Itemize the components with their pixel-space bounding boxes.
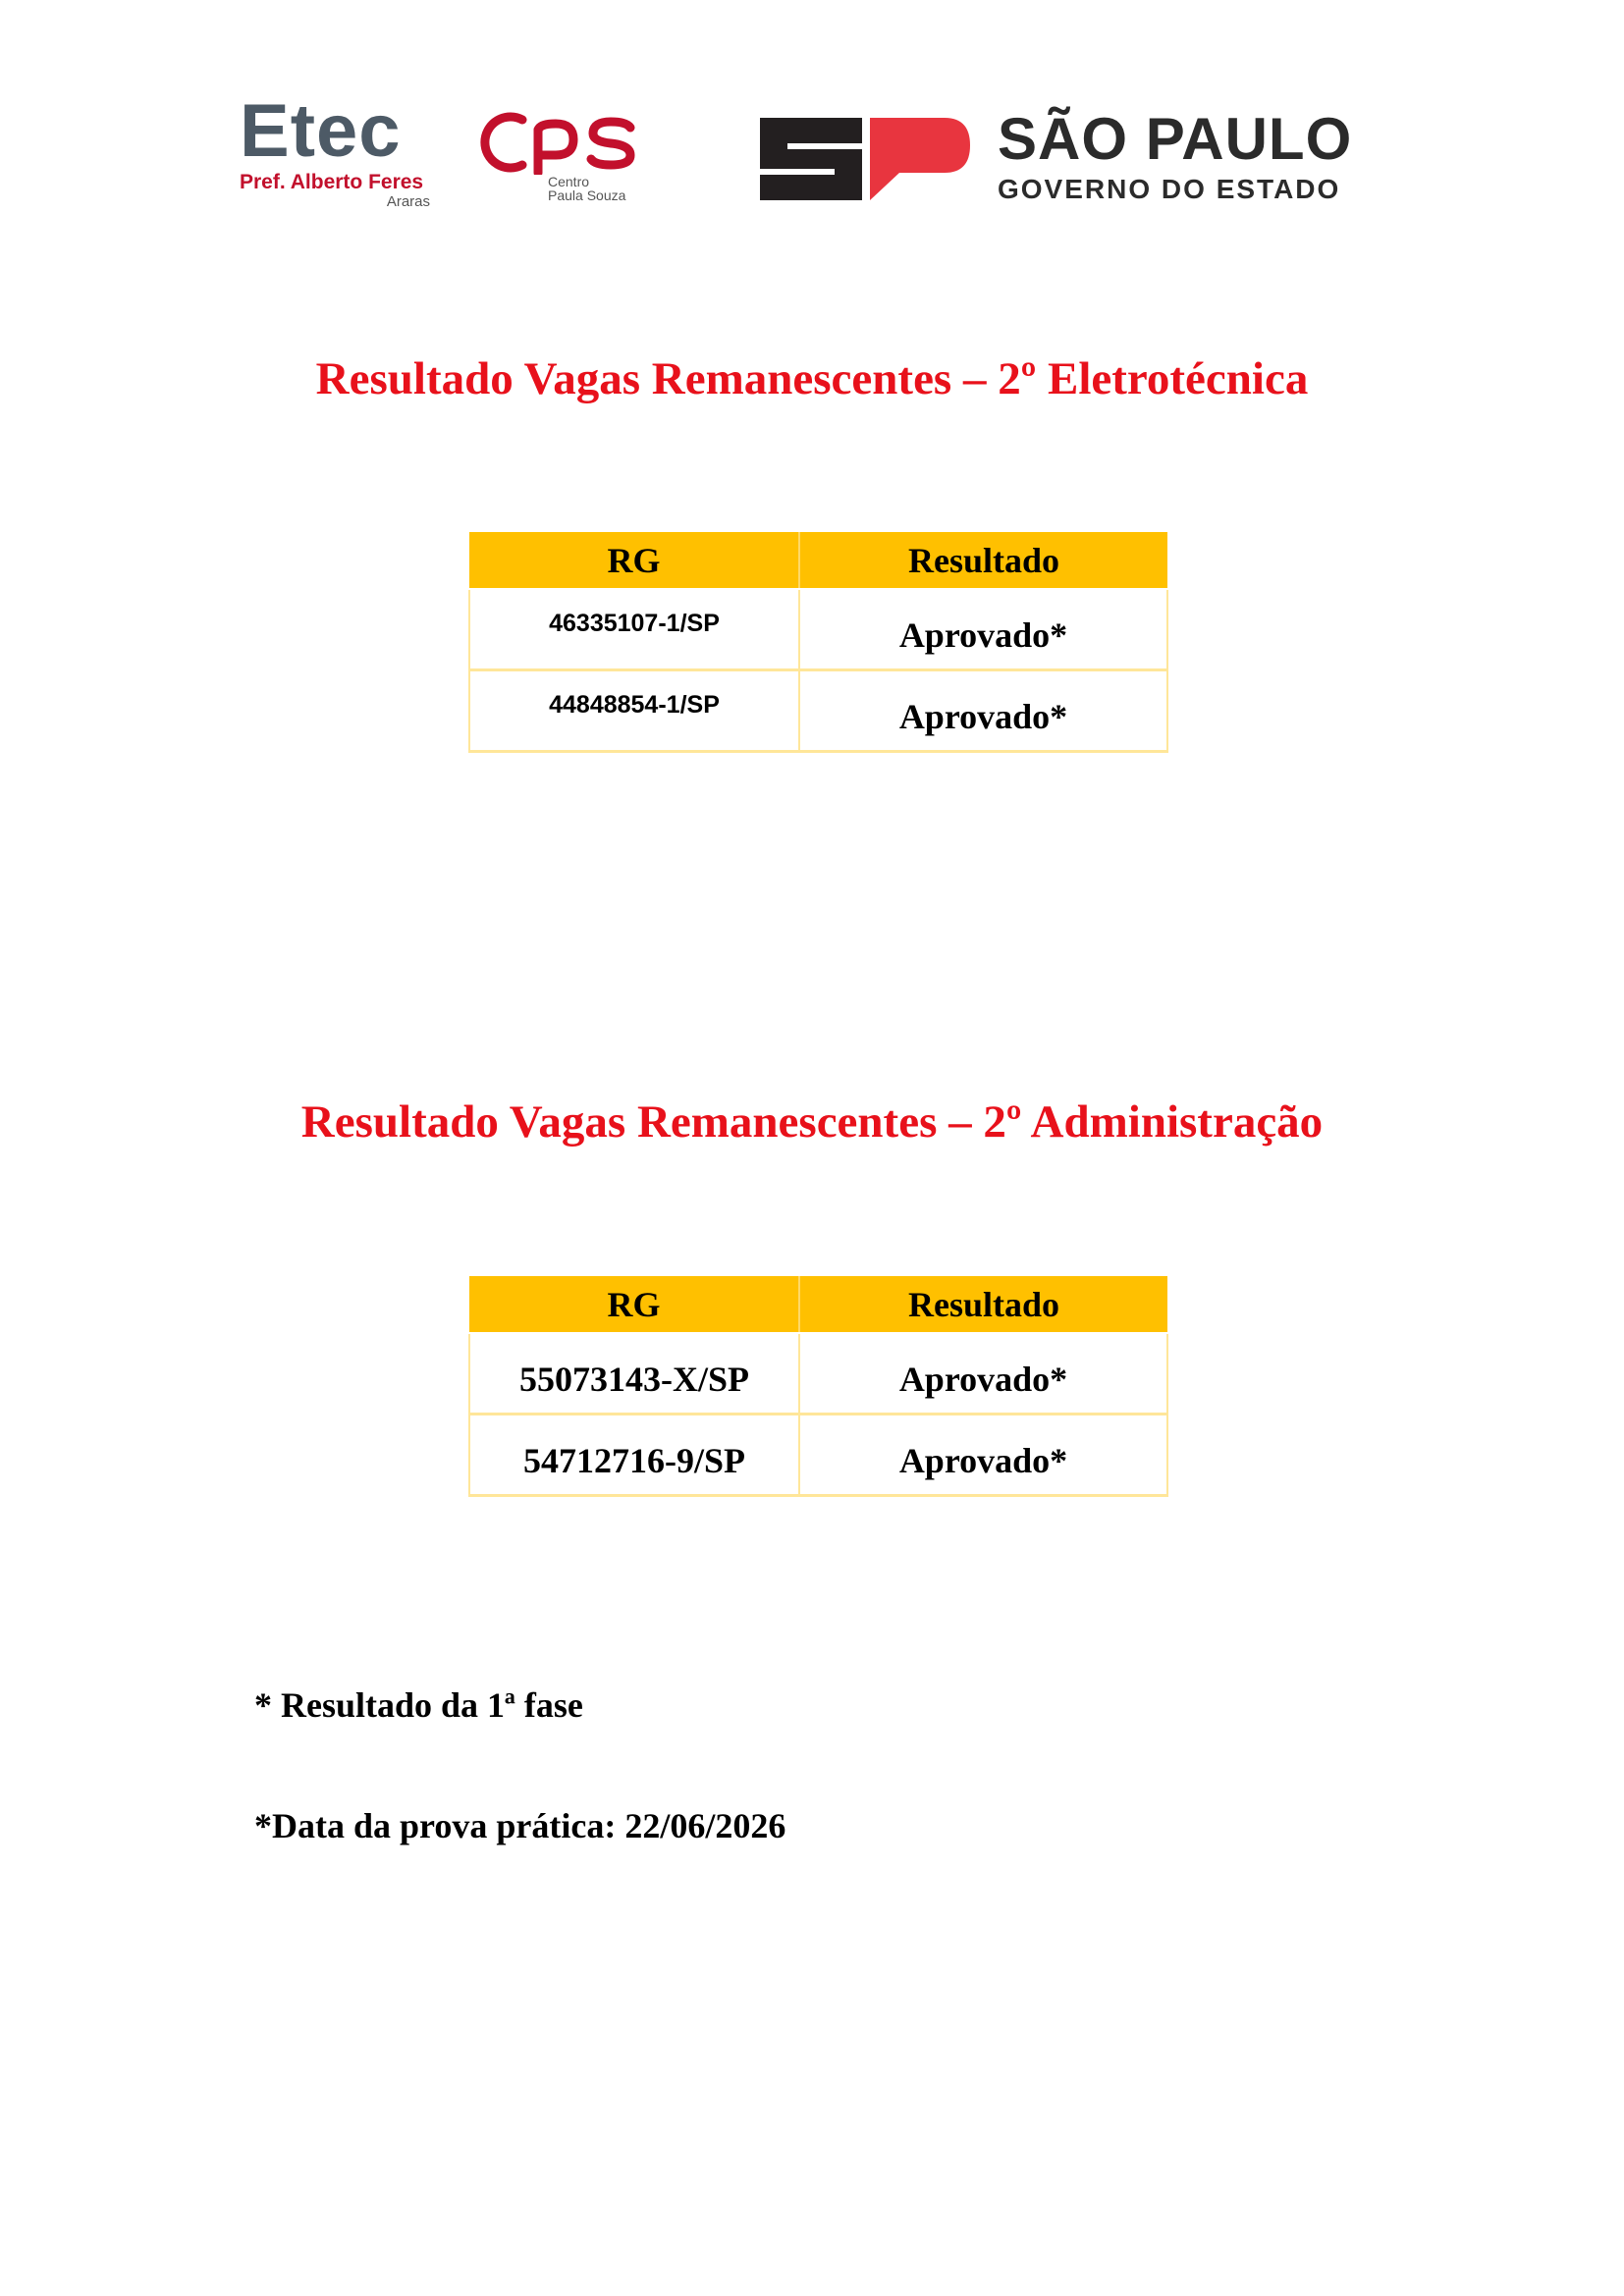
section-title-administracao: Resultado Vagas Remanescentes – 2º Administração [300,1096,1324,1148]
table-row [469,1333,1167,1415]
result-value: Aprovado* [898,1441,1068,1480]
section-title-eletrotecnica: Resultado Vagas Remanescentes – 2º Eletrotécnica [315,353,1309,404]
rg-cell [469,670,799,752]
result-value: Aprovado* [898,697,1068,736]
rg-cell [469,589,799,670]
table-row [469,1415,1167,1496]
cps-logo-caption [548,175,625,202]
rg-cell [469,1415,799,1496]
sp-logo-subtitle: GOVERNO DO ESTADO [998,174,1341,204]
results-table-eletrotecnica [468,532,1168,753]
result-cell [799,1415,1167,1496]
footnote-phase: * Resultado da 1ª fase [254,1685,583,1725]
result-cell [799,589,1167,670]
sp-state-logo-text [998,106,1353,206]
table-row [469,589,1167,670]
etec-logo-word: Etec [240,89,402,173]
column-header-resultado: Resultado [799,1276,1167,1333]
rg-cell [469,1333,799,1415]
table-header-row [469,1276,1167,1333]
sp-state-logo-mark [752,116,974,202]
cps-logo-line-2: Paula Souza [548,187,626,203]
result-value: Aprovado* [898,615,1068,655]
result-value: Aprovado* [898,1360,1068,1399]
rg-value: 55073143-X/SP [519,1360,749,1399]
rg-value: 46335107-1/SP [549,609,720,637]
etec-logo [240,89,436,210]
rg-value: 54712716-9/SP [522,1441,745,1480]
result-cell [799,670,1167,752]
results-table-administracao [468,1276,1168,1497]
etec-logo-city: Araras [386,193,430,210]
cps-logo [479,110,644,204]
column-header-rg: RG [469,532,799,589]
table-row [469,670,1167,752]
column-header-resultado: Resultado [799,532,1167,589]
table-header-row [469,532,1167,589]
rg-value: 44848854-1/SP [549,690,720,719]
column-header-rg: RG [469,1276,799,1333]
footnote-exam-date: *Data da prova prática: 22/06/2026 [254,1806,786,1845]
cps-logo-line-1: Centro [548,174,590,189]
cps-logo-mark [479,110,644,175]
result-cell [799,1333,1167,1415]
sp-logo-title: SÃO PAULO [998,106,1353,172]
etec-logo-subtitle: Pref. Alberto Feres [240,171,424,193]
